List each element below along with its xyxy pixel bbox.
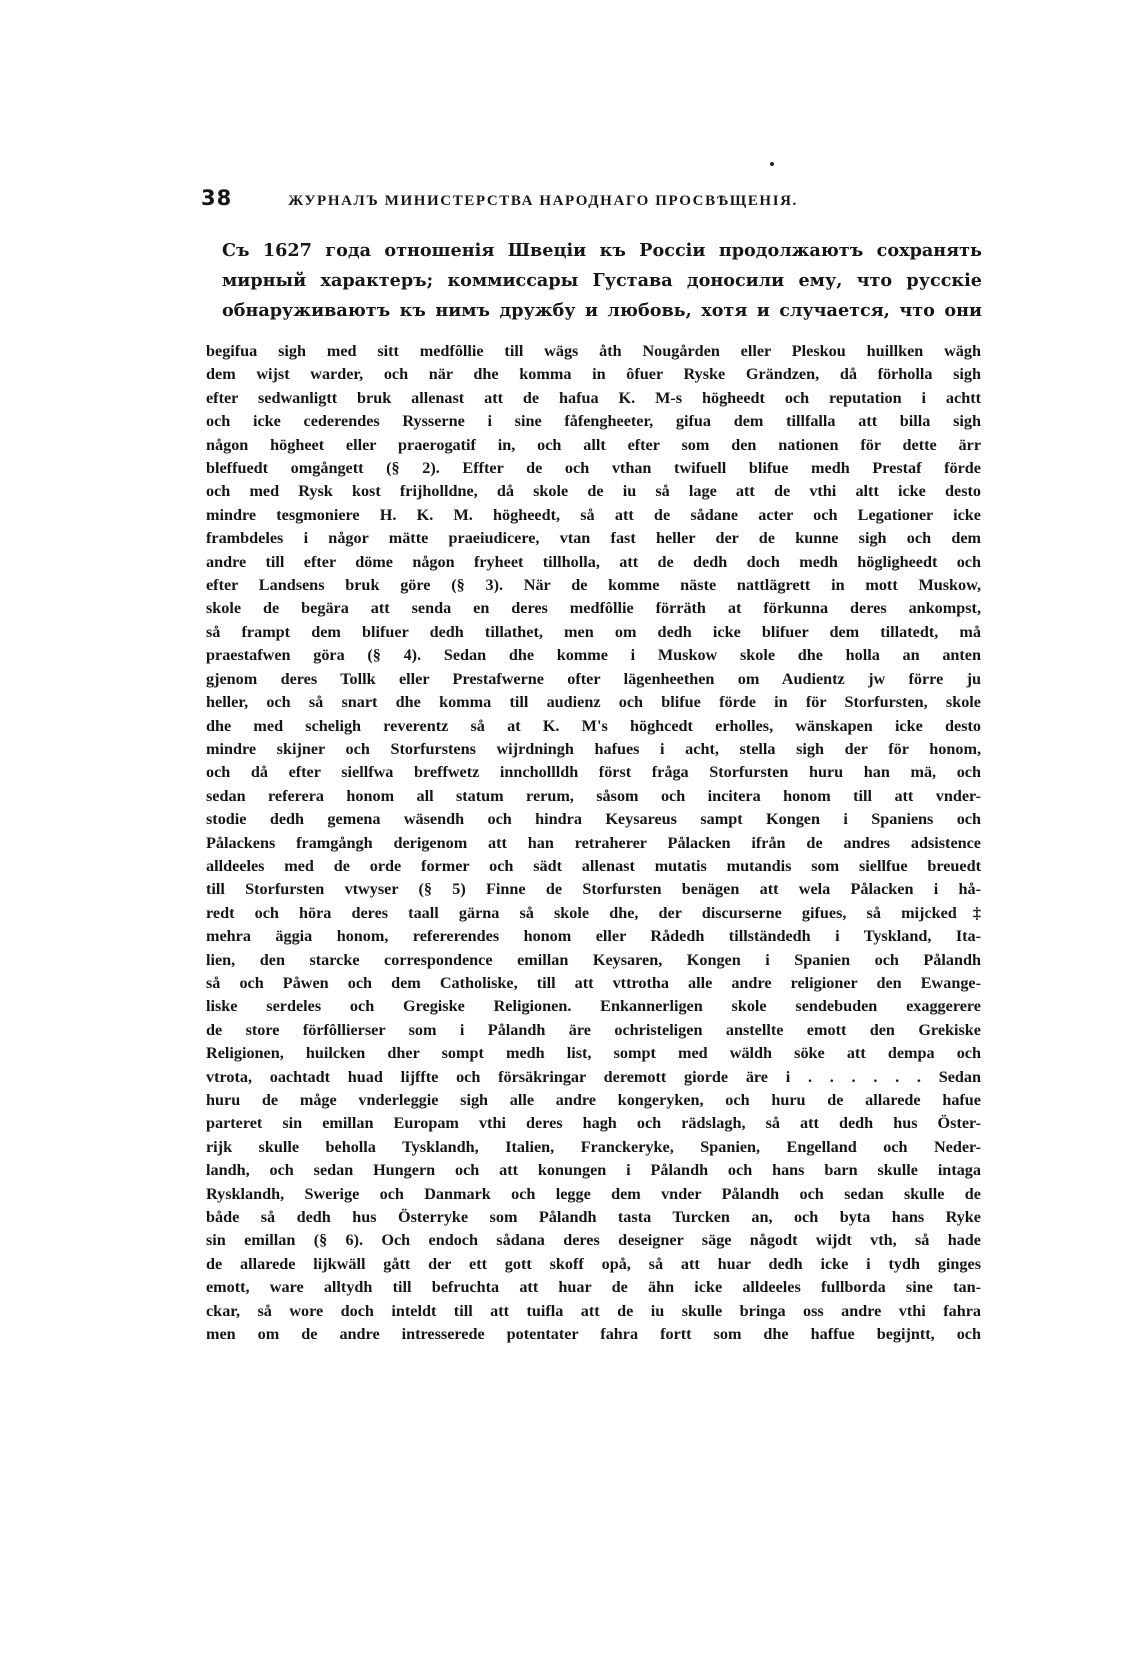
- quote-line: parteret sin emillan Europam vthi deres hagh och rädslagh, så att dedh hus Öster-: [206, 1114, 981, 1133]
- quote-line: rijk skulle beholla Tysklandh, Italien, Franckeryke, Spanien, Engelland och Neder-: [206, 1137, 981, 1156]
- quote-line: mehra äggia honom, refererendes honom eller Rådedh tillständedh i Tyskland, Ita-: [206, 927, 981, 946]
- quote-line: så frampt dem blifuer dedh tillathet, men om dedh icke blifuer dem tillatedt, må: [206, 622, 981, 641]
- quoted-swedish-passage: [206, 340, 981, 1346]
- quote-line: och med Rysk kost frijholldne, då skole de iu så lage att de vthi altt icke desto: [206, 482, 981, 501]
- quote-line: mindre skijner och Storfurstens wijrdningh hafues i acht, stella sigh der för honom,: [206, 739, 981, 758]
- quote-line: frambdeles i någor mätte praeiudicere, vtan fast heller der de kunne sigh och dem: [206, 529, 981, 548]
- quote-line: och icke cederendes Rysserne i sine fåfengheeter, gifua dem tillfalla att billa sigh: [206, 412, 981, 431]
- quote-line: sin emillan (§ 6). Och endoch sådana deres deseigner säge någodt wijdt vth, så hade: [206, 1231, 981, 1250]
- speck-mark: [770, 162, 774, 166]
- intro-line: Съ 1627 года отношенія Швеціи къ Россіи продолжаютъ сохранять: [222, 240, 982, 261]
- quote-line: någon högheet eller praerogatif in, och allt efter som den nationen för dette ärr: [206, 435, 981, 454]
- quote-line: efter sedwanligtt bruk allenast att de hafua K. M-s högheedt och reputation i achtt: [206, 388, 981, 407]
- quote-line: de allarede lijkwäll gått der ett gott skoff opå, så att huar dedh icke i tydh ginges: [206, 1254, 981, 1273]
- quote-line: till Storfursten vtwyser (§ 5) Finne de Storfursten benägen att wela Pålacken i hå-: [206, 880, 981, 899]
- quote-line: alldeeles med de orde former och sädt allenast mutatis mutandis som siellfue breuedt: [206, 856, 981, 875]
- page-number: 38: [201, 186, 233, 210]
- quote-line: heller, och så snart dhe komma till audienz och blifue förde in för Storfursten, skole: [206, 693, 981, 712]
- quote-line: dhe med scheligh reverentz så at K. M's höghcedt erholles, wänskapen icke desto: [206, 716, 981, 735]
- intro-paragraph: [222, 236, 982, 326]
- running-title: ЖУРНАЛЪ МИНИСТЕРСТВА НАРОДНАГО ПРОСВѢЩЕНІЯ.: [288, 193, 798, 209]
- quote-line: både så dedh hus Österryke som Pålandh tasta Turcken an, och byta hans Ryke: [206, 1208, 981, 1227]
- page-header: [201, 186, 981, 226]
- quote-line: men om de andre intresserede potentater fahra fortt som dhe haffue begijntt, och: [206, 1325, 981, 1344]
- quote-line: emott, ware alltydh till befruchta att huar de ähn icke alldeeles fullborda sine tan-: [206, 1278, 981, 1297]
- quote-line: liske serdeles och Gregiske Religionen. Enkannerligen skole sendebuden exaggerere: [206, 997, 981, 1016]
- intro-line: обнаруживаютъ къ нимъ дружбу и любовь, хотя и случается, что они: [222, 300, 982, 321]
- quote-line: lien, den starcke correspondence emillan Keysaren, Kongen i Spanien och Pålandh: [206, 950, 981, 969]
- quote-line: landh, och sedan Hungern och att konungen i Pålandh och hans barn skulle intaga: [206, 1161, 981, 1180]
- quote-line: andre till efter döme någon fryheet tillholla, att de dedh doch medh högligheedt och: [206, 552, 981, 571]
- quote-line: begifua sigh med sitt medfôllie till wägs åth Nougården eller Pleskou huillken wägh: [206, 342, 981, 360]
- quote-line: redt och höra deres taall gärna så skole dhe, der discurserne gifues, så mijcked‡: [206, 903, 981, 922]
- quote-line: ckar, så wore doch inteldt till att tuifla att de iu skulle bringa oss andre vthi fahra: [206, 1301, 981, 1320]
- quote-line: vtrota, oachtadt huad lijffte och försäkringar deremott giorde äre i . . . . . . Sedan: [206, 1067, 981, 1086]
- quote-line: Religionen, huilcken dher sompt medh list, sompt med wäldh söke att dempa och: [206, 1044, 981, 1063]
- quote-line: så och Påwen och dem Catholiske, till att vttrotha alle andre religioner den Ewange-: [206, 973, 981, 992]
- intro-line: мирный характеръ; коммиссары Густава доносили ему, что русскіе: [222, 270, 982, 291]
- quote-line: efter Landsens bruk göre (§ 3). När de komme näste nattlägrett in mott Muskow,: [206, 576, 981, 595]
- quote-line: mindre tesgmoniere H. K. M. högheedt, så att de sådane acter och Legationer icke: [206, 505, 981, 524]
- quote-line: Rysklandh, Swerige och Danmark och legge dem vnder Pålandh och sedan skulle de: [206, 1184, 981, 1203]
- quote-line: de store förfôllierser som i Pålandh äre ochristeligen anstellte emott den Grekiske: [206, 1020, 981, 1039]
- quote-line: Pålackens framgångh derigenom att han retraherer Pålacken ifrån de andres adsistence: [206, 833, 981, 852]
- quote-line: skole de begära att senda en deres medfôllie förräth at förkunna deres ankompst,: [206, 599, 981, 618]
- quote-line: praestafwen göra (§ 4). Sedan dhe komme i Muskow skole dhe holla an anten: [206, 646, 981, 665]
- quote-line: stodie dedh gemena wäsendh och hindra Keysareus sampt Kongen i Spaniens och: [206, 810, 981, 829]
- quote-line: och då efter siellfwa breffwetz innchollldh först fråga Storfursten huru han mä, och: [206, 763, 981, 782]
- quote-line: bleffuedt omgångett (§ 2). Effter de och vthan twifuell blifue medh Prestaf förde: [206, 459, 981, 478]
- quote-line: dem wijst warder, och när dhe komma in ôfuer Ryske Grändzen, då förholla sigh: [206, 365, 981, 384]
- quote-line: huru de måge vnderleggie sigh alle andre kongeryken, och huru de allarede hafue: [206, 1091, 981, 1109]
- quote-line: sedan referera honom all statum rerum, såsom och incitera honom till att vnder-: [206, 786, 981, 805]
- quote-line: gjenom deres Tollk eller Prestafwerne ofter lägenheethen om Audientz jw förre ju: [206, 669, 981, 688]
